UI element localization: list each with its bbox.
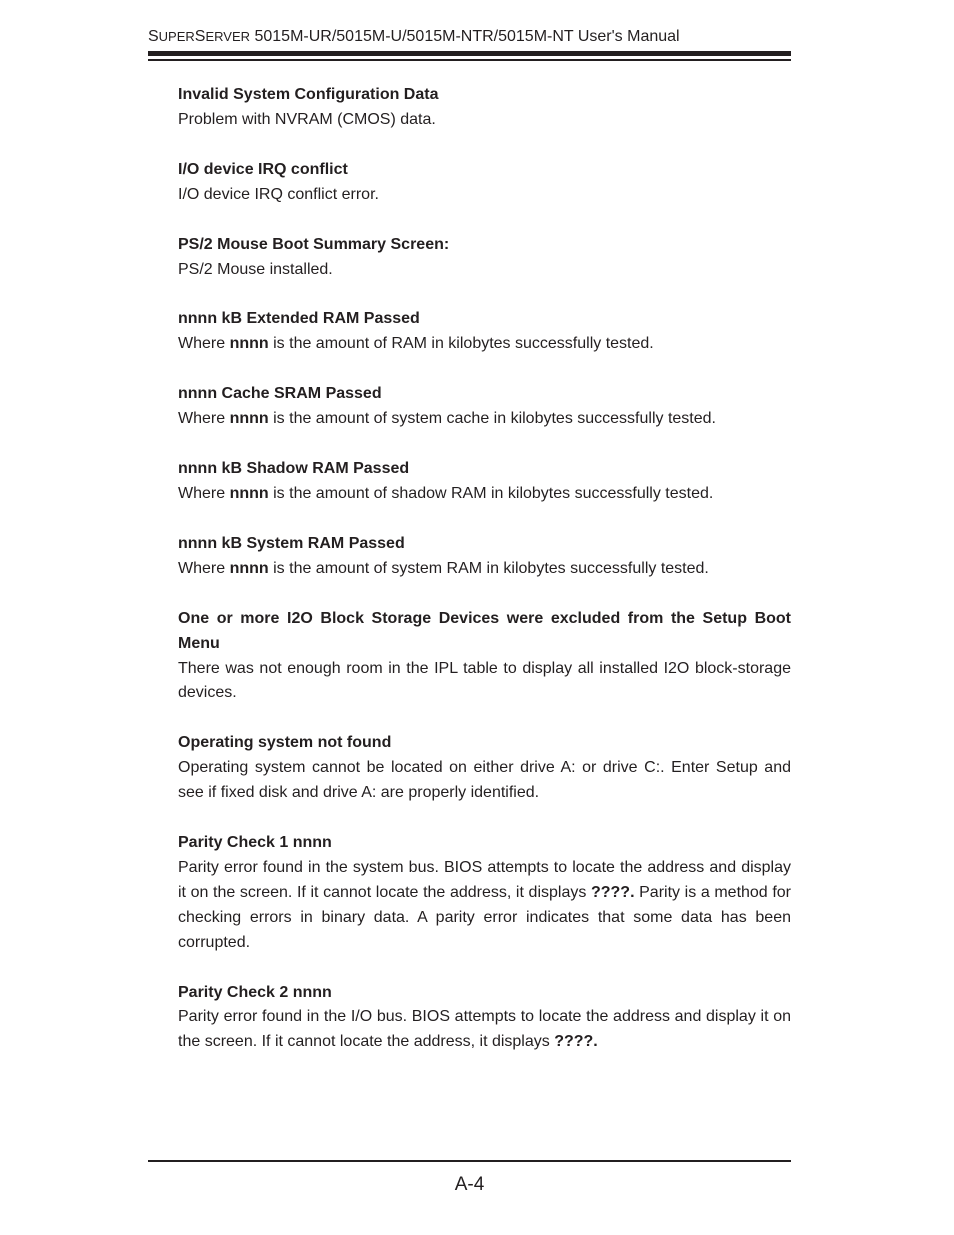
- entry-text: is the amount of system RAM in kilobytes successfully tested.: [268, 559, 709, 577]
- entry-parity-check-2: [178, 981, 791, 1056]
- entry-text: Parity error found in the system bus. BIOS attempts to locate the address and display it on the screen. If it cannot locate the address, it displays: [178, 858, 791, 901]
- entry-bold-term: nnnn: [229, 410, 269, 428]
- entry-description: [178, 332, 791, 357]
- entry-extended-ram-passed: [178, 307, 791, 357]
- entry-title: Parity Check 1 nnnn: [178, 834, 332, 852]
- entry-description: [178, 407, 791, 432]
- header-title-erver: ERVER: [205, 29, 251, 44]
- main-content: [178, 83, 791, 1080]
- entry-description: [178, 557, 791, 582]
- page-number: A-4: [454, 1174, 485, 1195]
- entry-text: Problem with NVRAM (CMOS) data.: [178, 110, 436, 128]
- header-title-rest: 5015M-UR/5015M-U/5015M-NTR/5015M-NT User's Manual: [250, 28, 680, 45]
- entry-text: PS/2 Mouse installed.: [178, 260, 333, 278]
- header-rule-thick: [148, 51, 791, 56]
- entry-title: nnnn kB Shadow RAM Passed: [178, 460, 410, 478]
- entry-title: I/O device IRQ conflict: [178, 160, 348, 178]
- entry-description: [178, 482, 791, 507]
- entry-description: [178, 756, 791, 806]
- entry-text: is the amount of RAM in kilobytes successfully tested.: [268, 335, 654, 353]
- entry-text: I/O device IRQ conflict error.: [178, 185, 379, 203]
- entry-operating-system-not-found: [178, 731, 791, 806]
- entry-description: [178, 108, 791, 133]
- running-header: [148, 27, 791, 47]
- entry-text: Parity error found in the I/O bus. BIOS attempts to locate the address and display it on the screen. If it cannot locate the address, it displays: [178, 1008, 791, 1051]
- entry-text: Where: [178, 410, 230, 428]
- entry-text: Parity is a method for checking errors in binary data. A parity error indicates that some data has been corrupted.: [178, 883, 791, 951]
- footer-rule: [148, 1160, 791, 1162]
- entry-text: is the amount of shadow RAM in kilobytes successfully tested.: [268, 484, 714, 502]
- entry-invalid-system-configuration: [178, 83, 791, 133]
- entry-text: is the amount of system cache in kilobytes successfully tested.: [268, 410, 716, 428]
- entry-bold-term: nnnn: [229, 335, 269, 353]
- entry-i2o-block-storage: [178, 607, 791, 707]
- header-rule-thin: [148, 59, 791, 61]
- entry-bold-term: nnnn: [229, 559, 269, 577]
- header-title-s2: S: [194, 28, 206, 45]
- entry-bold-term: ????.: [554, 1033, 598, 1051]
- header-title-s1: S: [148, 28, 159, 45]
- entry-description: [178, 183, 791, 208]
- entry-io-device-irq-conflict: [178, 158, 791, 208]
- entry-text: Operating system cannot be located on either drive A: or drive C:. Enter Setup and see if fixed disk and drive A: are properly identified.: [178, 759, 791, 802]
- entry-system-ram-passed: [178, 532, 791, 582]
- entry-text: Where: [178, 559, 230, 577]
- entry-description: [178, 657, 791, 707]
- entry-title: Parity Check 2 nnnn: [178, 983, 332, 1001]
- entry-title: nnnn Cache SRAM Passed: [178, 385, 382, 403]
- entry-title: PS/2 Mouse Boot Summary Screen:: [178, 235, 450, 253]
- entry-cache-sram-passed: [178, 382, 791, 432]
- entry-shadow-ram-passed: [178, 457, 791, 507]
- entry-title: nnnn kB Extended RAM Passed: [178, 310, 420, 328]
- entry-text: Where: [178, 335, 230, 353]
- entry-text: Where: [178, 484, 230, 502]
- entry-bold-term: ????.: [590, 883, 635, 901]
- entry-bold-term: nnnn: [229, 484, 269, 502]
- entry-text: There was not enough room in the IPL table to display all installed I2O block-storage devices.: [178, 659, 791, 702]
- entry-title: Operating system not found: [178, 734, 392, 752]
- entry-description: [178, 856, 791, 956]
- entry-parity-check-1: [178, 831, 791, 956]
- entry-description: [178, 258, 791, 283]
- entry-description: [178, 1005, 791, 1055]
- entry-title: One or more I2O Block Storage Devices were excluded from the Setup Boot Menu: [178, 609, 791, 652]
- header-title-uper: UPER: [158, 29, 195, 44]
- entry-title: Invalid System Configuration Data: [178, 86, 439, 103]
- entry-ps2-mouse: [178, 233, 791, 283]
- entry-title: nnnn kB System RAM Passed: [178, 534, 405, 552]
